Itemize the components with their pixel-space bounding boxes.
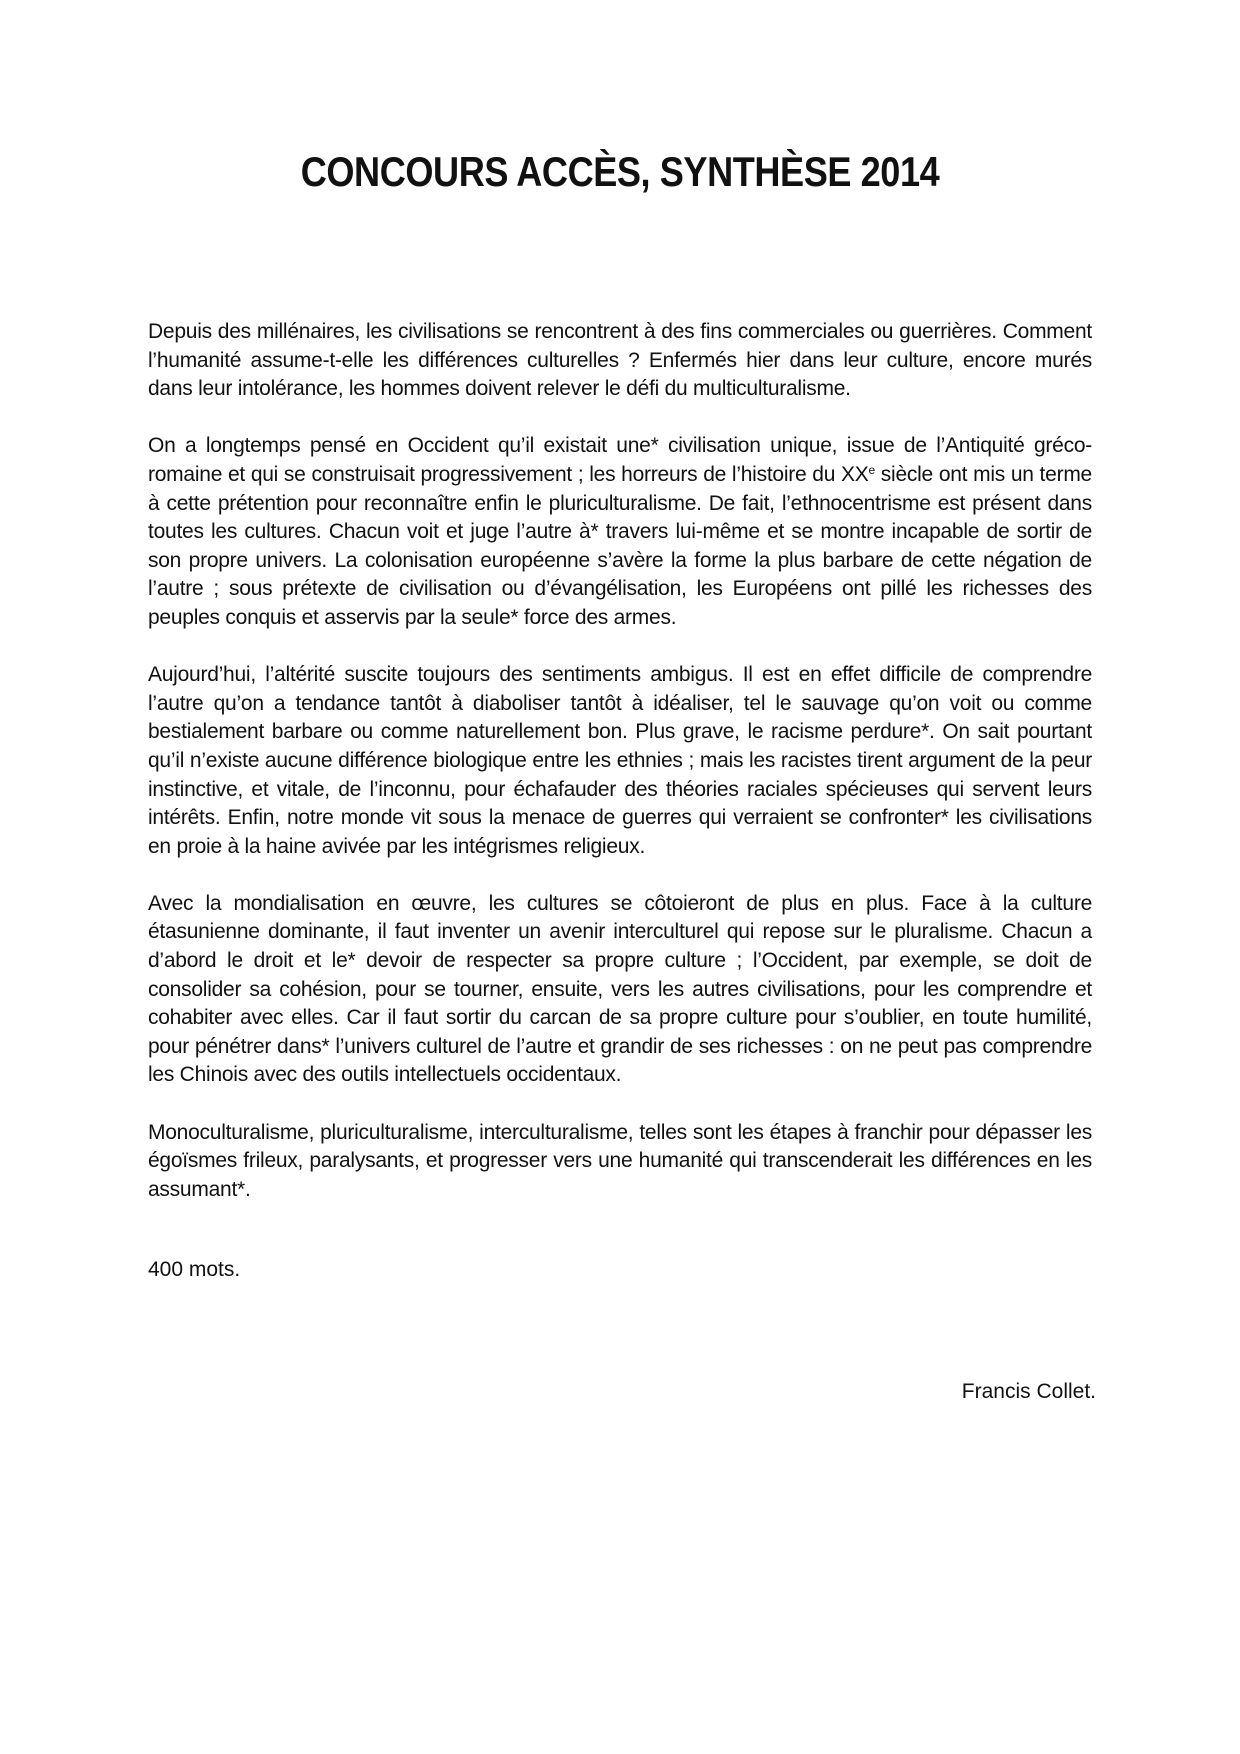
paragraph-4: Avec la mondialisation en œuvre, les cultures se côtoieront de plus en plus. Face à la culture étasunienne dominante, il faut inventer un avenir interculturel qui repose sur le pluralisme. Chacun a d’abord le droit et le* devoir de respecter sa propre culture ; l’Occident, par exemple, se doit de consolider sa cohésion, pour se tourner, ensuite, vers les autres civilisations, pour les comprendre et cohabiter avec elles. Car il faut sortir du carcan de sa propre culture pour s’oublier, en toute humilité, pour pénétrer dans* l’univers culturel de l’autre et grandir de ses richesses : on ne peut pas comprendre les Chinois avec des outils intellectuels occidentaux.: [148, 891, 1092, 1087]
paragraph-2-continuation: siècle ont mis un terme à cette prétention pour reconnaître enfin le pluriculturalisme. De fait, l’ethnocentrisme est présent dans toutes les cultures. Chacun voit et juge l’autre à* travers lui-même et se montre incapable de sortir de son propre univers. La colonisation européenne s’avère la forme la plus barbare de cette négation de l’autre ; sous prétexte de civilisation ou d’évangélisation, les Européens ont pillé les richesses des peuples conquis et asservis par la seule* force des armes.: [148, 462, 1092, 629]
paragraph-2-text: On a longtemps pensé en Occident qu’il existait une* civilisation unique, issue de l’Antiquité gréco-romaine et qui se construisait progressivement ; les horreurs de l’histoire du XX: [148, 434, 1092, 486]
document-body: [148, 318, 1092, 1233]
document-title: CONCOURS ACCÈS, SYNTHÈSE 2014: [300, 148, 940, 195]
paragraph-5: Monoculturalisme, pluriculturalisme, interculturalisme, telles sont les étapes à franchir pour dépasser les égoïsmes frileux, paralysants, et progresser vers une humanité qui transcenderait les différences en les assumant*.: [148, 1120, 1092, 1201]
paragraph-1: Depuis des millénaires, les civilisations se rencontrent à des fins commerciales ou guerrières. Comment l’humanité assume-t-elle les différences culturelles ? Enfermés hier dans leur culture, encore murés dans leur intolérance, les hommes doivent relever le défi du multiculturalisme.: [148, 320, 1092, 401]
author-signature: Francis Collet.: [961, 1380, 1096, 1403]
paragraph-2: [148, 432, 1092, 632]
century-superscript: e: [868, 462, 875, 477]
word-count: 400 mots.: [148, 1258, 241, 1281]
paragraph-3: Aujourd’hui, l’altérité suscite toujours des sentiments ambigus. Il est en effet difficile de comprendre l’autre qu’on a tendance tantôt à diaboliser tantôt à idéaliser, tel le sauvage qu’on voit ou comme bestialement barbare ou comme naturellement bon. Plus grave, le racisme perdure*. On sait pourtant qu’il n’existe aucune différence biologique entre les ethnies ; mais les racistes tirent argument de la peur instinctive, et vitale, de l’inconnu, pour échafauder des théories raciales spécieuses qui servent leurs intérêts. Enfin, notre monde vit sous la menace de guerres qui verraient se confronter* les civilisations en proie à la haine avivée par les intégrismes religieux.: [148, 663, 1092, 858]
